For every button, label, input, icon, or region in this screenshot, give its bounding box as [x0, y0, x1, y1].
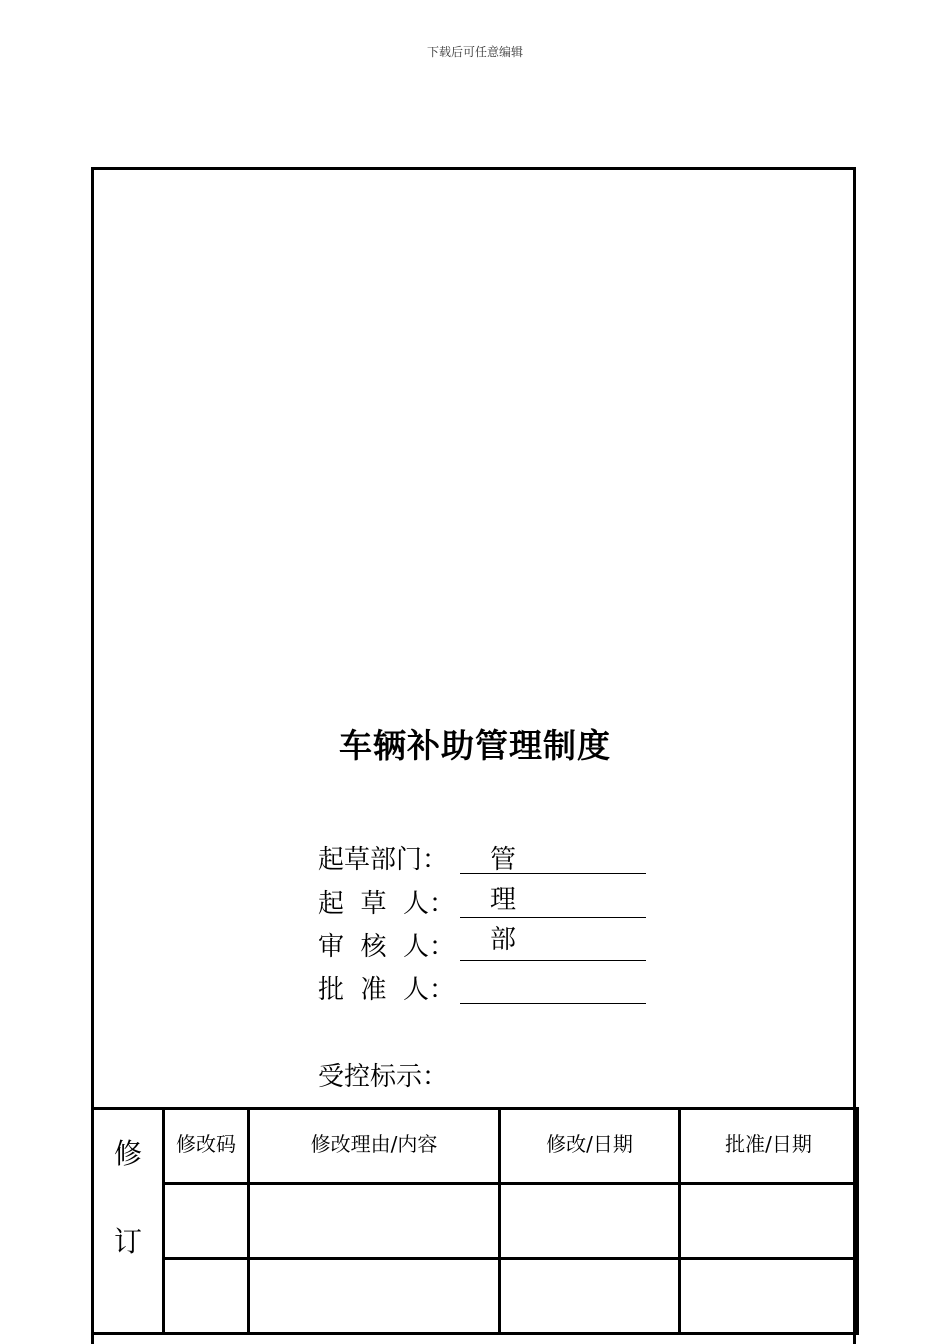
header-revision-date: 修改/日期: [500, 1109, 680, 1184]
table-cell[interactable]: [680, 1184, 858, 1259]
header-note: 下载后可任意编辑: [426, 45, 523, 59]
table-cell[interactable]: [164, 1184, 249, 1259]
field-label: 起草部门：: [318, 845, 449, 875]
table-cell[interactable]: [249, 1184, 500, 1259]
table-cell[interactable]: [500, 1184, 680, 1259]
table-cell[interactable]: [500, 1259, 680, 1334]
field-underline: [460, 873, 646, 874]
header-approval-date: 批准/日期: [680, 1109, 858, 1184]
field-label: 审 核 人：: [318, 932, 456, 962]
header-revision-reason: 修改理由/内容: [249, 1109, 500, 1184]
table-cell[interactable]: [680, 1259, 858, 1334]
revision-side-label: [93, 1109, 164, 1334]
table-cell[interactable]: [249, 1259, 500, 1334]
field-label: 批 准 人：: [318, 975, 456, 1005]
table-row: [93, 1259, 858, 1334]
header-revision-code: 修改码: [164, 1109, 249, 1184]
field-value[interactable]: 管理部: [490, 845, 517, 955]
revision-side-char: 订: [113, 1225, 142, 1258]
field-underline: [460, 960, 646, 961]
control-mark-label: 受控标示：: [318, 1062, 449, 1092]
field-label: 起 草 人：: [318, 889, 456, 919]
revision-side-char: 修: [113, 1137, 142, 1170]
table-row: [93, 1184, 858, 1259]
table-cell[interactable]: [164, 1259, 249, 1334]
document-title: 车辆补助管理制度: [339, 726, 611, 765]
field-underline: [460, 917, 646, 918]
field-underline: [460, 1003, 646, 1004]
revision-table: [91, 1107, 859, 1335]
